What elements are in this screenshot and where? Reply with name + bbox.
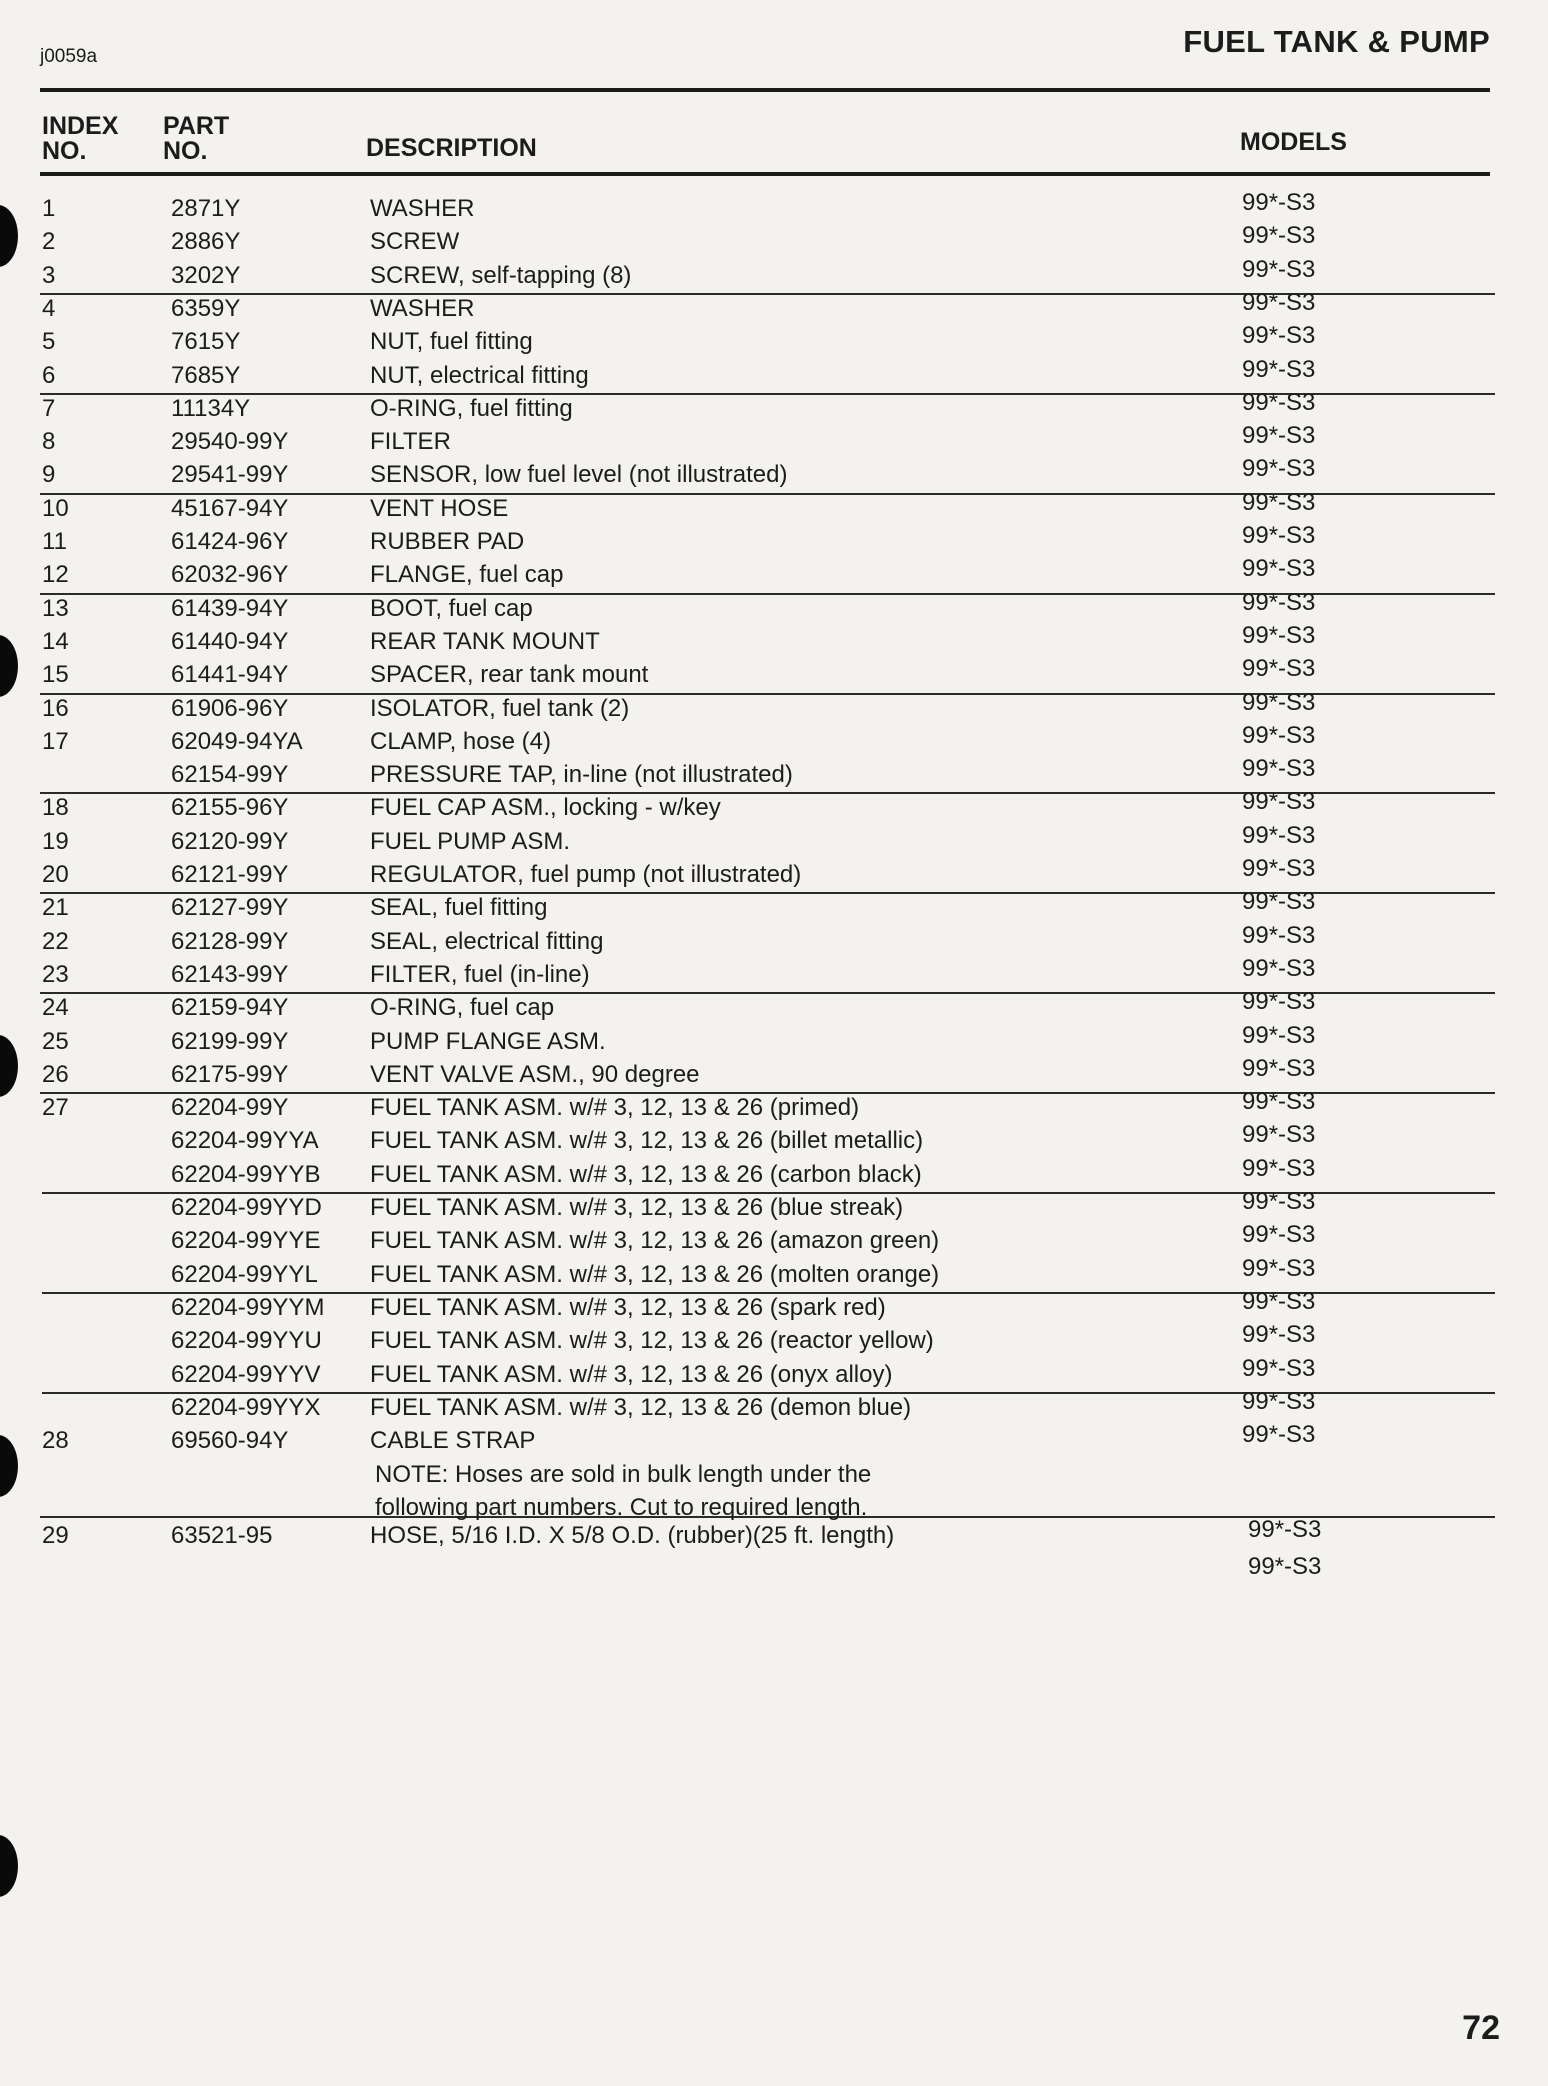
description-cell: FUEL TANK ASM. w/# 3, 12, 13 & 26 (blue streak) [370, 1194, 904, 1221]
models-cell: 99*-S3 [1242, 888, 1316, 916]
index-cell: 6 [42, 361, 56, 389]
part-number-cell: 62204-99YYE [171, 1227, 321, 1255]
index-cell: 29 [42, 1522, 69, 1549]
models-cell: 99*-S3 [1242, 688, 1316, 716]
models-cell: 99*-S3 [1242, 388, 1316, 416]
part-number-cell: 63521-95 [171, 1522, 273, 1549]
part-number-cell: 61906-96Y [171, 694, 289, 722]
description-cell: FUEL TANK ASM. w/# 3, 12, 13 & 26 (demon blue) [370, 1393, 912, 1421]
models-cell: 99*-S3 [1242, 522, 1316, 549]
description-cell: VENT VALVE ASM., 90 degree [370, 1060, 700, 1088]
part-number-cell: 62154-99Y [171, 761, 289, 789]
description-cell: FILTER, fuel (in-line) [370, 960, 590, 988]
models-cell: 99*-S3 [1242, 1321, 1316, 1349]
part-number-cell: 61440-94Y [171, 627, 289, 655]
index-cell: 28 [42, 1427, 69, 1455]
index-cell: 16 [42, 694, 69, 722]
models-cell: 99*-S3 [1242, 455, 1316, 483]
part-number-cell: 62032-96Y [171, 561, 289, 589]
index-cell: 11 [42, 528, 67, 555]
index-cell: 17 [42, 727, 69, 755]
description-cell: CLAMP, hose (4) [370, 727, 551, 755]
models-cell: 99*-S3 [1242, 355, 1316, 383]
index-cell: 9 [42, 461, 56, 489]
part-number-cell: 62204-99YYB [171, 1160, 321, 1188]
models-cell: 99*-S3 [1242, 1021, 1316, 1049]
part-number-cell: 62204-99YYL [171, 1260, 318, 1288]
description-cell: VENT HOSE [370, 494, 509, 522]
index-cell: 10 [42, 494, 69, 522]
part-number-cell: 62204-99YYV [171, 1360, 321, 1388]
part-number-cell: 61441-94Y [171, 661, 289, 689]
models-cell: 99*-S3 [1242, 1121, 1316, 1149]
index-cell: 7 [42, 394, 56, 422]
column-header-rule [40, 172, 1490, 176]
description-cell: SEAL, fuel fitting [370, 894, 548, 922]
models-cell: 99*-S3 [1242, 788, 1316, 816]
index-cell: 1 [42, 195, 56, 222]
models-cell: 99*-S3 [1242, 721, 1316, 749]
description-cell: NUT, fuel fitting [370, 328, 533, 356]
description-cell: O-RING, fuel cap [370, 994, 555, 1022]
models-cell: 99*-S3 [1242, 322, 1316, 350]
models-cell: 99*-S3 [1242, 555, 1316, 583]
index-cell: 13 [42, 594, 69, 622]
column-header-description: DESCRIPTION [366, 134, 537, 162]
models-cell: 99*-S3 [1242, 1387, 1316, 1415]
description-cell: SCREW, self-tapping (8) [370, 261, 632, 289]
index-cell: 21 [42, 894, 69, 922]
index-cell: 23 [42, 960, 69, 988]
models-cell: 99*-S3 [1242, 1421, 1316, 1449]
document-code: j0059a [40, 46, 98, 67]
index-cell: 15 [42, 661, 69, 689]
index-cell: 2 [42, 228, 56, 256]
models-cell: 99*-S3 [1242, 755, 1316, 783]
models-cell: 99*-S3 [1242, 1221, 1316, 1249]
models-cell: 99*-S3 [1242, 1354, 1316, 1382]
models-cell: 99*-S3 [1248, 1516, 1322, 1543]
description-cell: RUBBER PAD [370, 528, 525, 555]
models-cell: 99*-S3 [1242, 1287, 1316, 1315]
index-cell: 20 [42, 861, 69, 888]
page-title: FUEL TANK & PUMP [1183, 24, 1490, 59]
part-number-cell: 61424-96Y [171, 528, 289, 555]
models-cell: 99*-S3 [1242, 255, 1316, 283]
description-cell: REAR TANK MOUNT [370, 627, 600, 655]
binder-hole [0, 635, 18, 697]
models-cell: 99*-S3 [1242, 488, 1316, 516]
index-cell: 5 [42, 328, 56, 356]
description-cell: FILTER [370, 428, 451, 456]
description-cell: FLANGE, fuel cap [370, 561, 564, 589]
binder-hole [0, 1435, 18, 1497]
index-cell: 22 [42, 927, 69, 955]
models-cell: 99*-S3 [1242, 1188, 1316, 1215]
description-cell: PUMP FLANGE ASM. [370, 1027, 606, 1055]
binder-hole [0, 1835, 18, 1897]
part-number-cell: 62049-94YA [171, 727, 303, 755]
index-cell: 24 [42, 994, 69, 1022]
part-number-cell: 2886Y [171, 228, 241, 256]
description-cell: REGULATOR, fuel pump (not illustrated) [370, 861, 802, 888]
models-cell: 99*-S3 [1242, 621, 1316, 649]
part-number-cell: 61439-94Y [171, 594, 289, 622]
description-cell: FUEL TANK ASM. w/# 3, 12, 13 & 26 (molten orange) [370, 1260, 940, 1288]
description-cell: CABLE STRAP [370, 1427, 536, 1455]
part-number-cell: 29541-99Y [171, 461, 289, 489]
description-cell: FUEL TANK ASM. w/# 3, 12, 13 & 26 (billet metallic) [370, 1127, 924, 1155]
description-cell: HOSE, 5/16 I.D. X 5/8 O.D. (rubber)(25 ft. length) [370, 1522, 895, 1549]
description-cell: SPACER, rear tank mount [370, 661, 649, 689]
part-number-cell: 11134Y [171, 394, 251, 422]
binder-hole [0, 1035, 18, 1097]
description-cell: PRESSURE TAP, in-line (not illustrated) [370, 761, 793, 789]
models-cell: 99*-S3 [1242, 588, 1316, 616]
part-number-cell: 62155-96Y [171, 794, 289, 822]
description-cell: SEAL, electrical fitting [370, 927, 604, 955]
part-number-cell: 62204-99YYD [171, 1194, 322, 1221]
description-cell: O-RING, fuel fitting [370, 394, 573, 422]
models-cell: 99*-S3 [1242, 954, 1316, 982]
models-cell: 99*-S3 [1242, 189, 1316, 216]
part-number-cell: 62204-99YYM [171, 1293, 325, 1321]
index-cell: 4 [42, 294, 56, 322]
models-cell: 99*-S3 [1242, 988, 1316, 1016]
description-cell: FUEL TANK ASM. w/# 3, 12, 13 & 26 (amazon green) [370, 1227, 940, 1255]
description-cell: FUEL TANK ASM. w/# 3, 12, 13 & 26 (reactor yellow) [370, 1327, 934, 1355]
description-cell: WASHER [370, 195, 475, 222]
part-number-cell: 62127-99Y [171, 894, 289, 922]
part-number-cell: 29540-99Y [171, 428, 289, 456]
part-number-cell: 62120-99Y [171, 827, 289, 855]
column-header-part: PART NO. [163, 112, 230, 165]
part-number-cell: 62204-99Y [171, 1094, 289, 1122]
index-cell: 12 [42, 561, 69, 589]
binder-hole [0, 205, 18, 267]
models-cell: 99*-S3 [1242, 655, 1316, 683]
part-number-cell: 62175-99Y [171, 1060, 289, 1088]
page-number: 72 [1462, 2009, 1500, 2047]
description-cell: BOOT, fuel cap [370, 594, 533, 622]
description-cell: FUEL CAP ASM., locking - w/key [370, 794, 721, 822]
models-cell: 99*-S3 [1242, 288, 1316, 316]
part-number-cell: 62204-99YYX [171, 1393, 321, 1421]
models-cell: 99*-S3 [1242, 921, 1316, 949]
part-number-cell: 7685Y [171, 361, 241, 389]
index-cell: 26 [42, 1060, 69, 1088]
index-cell: 25 [42, 1027, 69, 1055]
column-header-index: INDEX NO. [42, 112, 119, 165]
part-number-cell: 7615Y [171, 328, 241, 356]
header-rule [40, 88, 1490, 92]
models-cell: 99*-S3 [1242, 821, 1316, 849]
description-cell: NUT, electrical fitting [370, 361, 589, 389]
index-cell: 3 [42, 261, 56, 289]
index-cell: 14 [42, 627, 69, 655]
models-cell: 99*-S3 [1248, 1553, 1322, 1580]
part-number-cell: 62128-99Y [171, 927, 289, 955]
description-cell: SCREW [370, 228, 460, 256]
description-cell: FUEL PUMP ASM. [370, 827, 571, 855]
description-cell: WASHER [370, 294, 475, 322]
part-number-cell: 62204-99YYU [171, 1327, 322, 1355]
models-cell: 99*-S3 [1242, 1054, 1316, 1082]
index-cell: 18 [42, 794, 69, 822]
index-cell: 19 [42, 827, 69, 855]
part-number-cell: 45167-94Y [171, 494, 289, 522]
description-cell: ISOLATOR, fuel tank (2) [370, 694, 630, 722]
description-cell: SENSOR, low fuel level (not illustrated) [370, 461, 788, 489]
models-cell: 99*-S3 [1242, 855, 1316, 882]
part-number-cell: 62143-99Y [171, 960, 289, 988]
models-cell: 99*-S3 [1242, 422, 1316, 450]
part-number-cell: 69560-94Y [171, 1427, 289, 1455]
part-number-cell: 62204-99YYA [171, 1127, 319, 1155]
index-cell: 8 [42, 428, 56, 456]
part-number-cell: 3202Y [171, 261, 241, 289]
models-cell: 99*-S3 [1242, 1254, 1316, 1282]
description-cell: FUEL TANK ASM. w/# 3, 12, 13 & 26 (spark red) [370, 1293, 886, 1321]
part-number-cell: 62121-99Y [171, 861, 289, 888]
models-cell: 99*-S3 [1242, 1088, 1316, 1116]
part-number-cell: 62159-94Y [171, 994, 289, 1022]
column-header-models: MODELS [1240, 128, 1347, 156]
part-number-cell: 62199-99Y [171, 1027, 289, 1055]
part-number-cell: 2871Y [171, 195, 241, 222]
description-cell: FUEL TANK ASM. w/# 3, 12, 13 & 26 (primed) [370, 1094, 860, 1122]
index-cell: 27 [42, 1094, 69, 1122]
description-cell: FUEL TANK ASM. w/# 3, 12, 13 & 26 (carbon black) [370, 1160, 922, 1188]
models-cell: 99*-S3 [1242, 1154, 1316, 1182]
models-cell: 99*-S3 [1242, 222, 1316, 250]
description-cell: FUEL TANK ASM. w/# 3, 12, 13 & 26 (onyx alloy) [370, 1360, 893, 1388]
part-number-cell: 6359Y [171, 294, 241, 322]
hose-note: NOTE: Hoses are sold in bulk length under the following part numbers. Cut to required length. [375, 1461, 872, 1521]
